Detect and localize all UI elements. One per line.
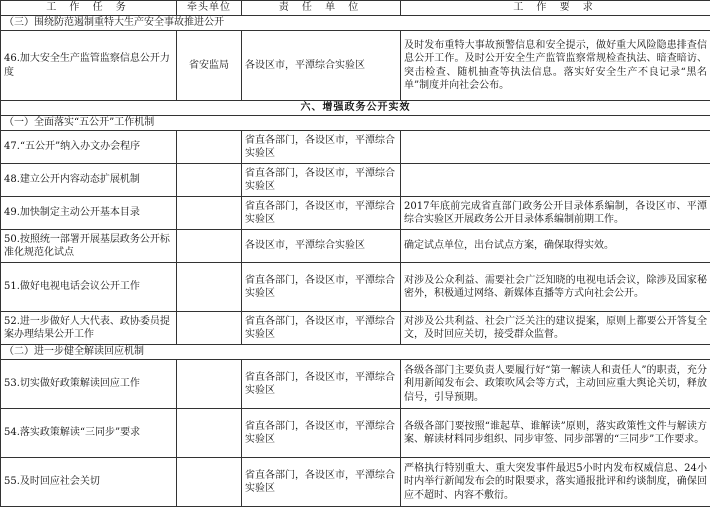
section-title: 六、增强政务公开实效 <box>1 101 710 116</box>
subsection-title: （二）进一步健全解读回应机制 <box>1 345 710 360</box>
lead-unit-cell <box>177 230 242 263</box>
lead-unit-cell <box>177 360 242 409</box>
requirement-cell: 严格执行特别重大、重大突发事件最迟5小时内发布权威信息、24小时内举行新闻发布会的时限要求，落实通报批评和约谈制度，确保回应不超时、内容不敷衍。 <box>401 458 710 507</box>
requirement-cell: 对涉及公众利益、需要社会广泛知晓的电视电话会议，除涉及国家秘密外，积极通过网络、新媒体直播等方式向社会公开。 <box>401 263 710 312</box>
lead-unit-cell <box>177 164 242 197</box>
task-cell: 50.按照统一部署开展基层政务公开标准化规范化试点 <box>1 230 177 263</box>
lead-unit-cell <box>177 197 242 230</box>
table-row <box>1 31 710 101</box>
lead-unit-cell <box>177 458 242 507</box>
header-task: 工 作 任 务 <box>1 1 177 16</box>
responsible-unit-cell: 省直各部门，各设区市，平潭综合实验区 <box>242 409 401 458</box>
task-cell: 52.进一步做好人大代表、政协委员提案办理结果公开工作 <box>1 312 177 345</box>
requirement-cell: 确定试点单位，出台试点方案，确保取得实效。 <box>401 230 710 263</box>
responsible-unit-cell: 省直各部门，各设区市，平潭综合实验区 <box>242 312 401 345</box>
table-row <box>1 312 710 345</box>
subsection-title: （三）围绕防范遏制重特大生产安全事故推进公开 <box>1 16 710 31</box>
task-cell: 47.“五公开”纳入办文办会程序 <box>1 131 177 164</box>
section-row <box>1 101 710 116</box>
subsection-title: （一）全面落实“五公开”工作机制 <box>1 116 710 131</box>
lead-unit-cell <box>177 263 242 312</box>
requirement-cell: 及时发布重特大事故预警信息和安全提示，做好重大风险隐患排查信息公开工作。及时公开安全生产监管监察常规检查执法、暗查暗访、突击检查、随机抽查等执法信息。落实好安全生产不良记录“黑名单”制度并向社会公布。 <box>401 31 710 101</box>
header-requirement: 工 作 要 求 <box>401 1 710 16</box>
lead-unit-cell <box>177 312 242 345</box>
task-cell: 48.建立公开内容动态扩展机制 <box>1 164 177 197</box>
table-row <box>1 360 710 409</box>
lead-unit-cell: 省安监局 <box>177 31 242 101</box>
table-row <box>1 263 710 312</box>
table-row <box>1 409 710 458</box>
subsection-row <box>1 345 710 360</box>
table-row <box>1 131 710 164</box>
table-row <box>1 197 710 230</box>
requirement-cell <box>401 131 710 164</box>
task-cell: 54.落实政策解读“三同步”要求 <box>1 409 177 458</box>
table-row <box>1 230 710 263</box>
task-cell: 55.及时回应社会关切 <box>1 458 177 507</box>
requirement-cell <box>401 164 710 197</box>
subsection-row <box>1 116 710 131</box>
header-responsible-unit: 责 任 单 位 <box>242 1 401 16</box>
responsible-unit-cell: 各设区市，平潭综合实验区 <box>242 230 401 263</box>
task-cell: 46.加大安全生产监管监察信息公开力度 <box>1 31 177 101</box>
requirement-cell: 各级各部门主要负责人要履行好“第一解读人和责任人”的职责，充分利用新闻发布会、政策吹风会等方式，主动回应重大舆论关切，释放信号，引导预期。 <box>401 360 710 409</box>
task-cell: 51.做好电视电话会议公开工作 <box>1 263 177 312</box>
responsible-unit-cell: 省直各部门，各设区市，平潭综合实验区 <box>242 263 401 312</box>
header-lead-unit: 牵头单位 <box>177 1 242 16</box>
header-row <box>1 1 710 16</box>
table-row <box>1 164 710 197</box>
subsection-row <box>1 16 710 31</box>
responsible-unit-cell: 省直各部门，各设区市，平潭综合实验区 <box>242 131 401 164</box>
requirement-cell: 2017年底前完成省直部门政务公开目录体系编制，各设区市、平潭综合实验区开展政务公开目录体系编制前期工作。 <box>401 197 710 230</box>
requirement-cell: 对涉及公共利益、社会广泛关注的建议提案，原则上都要公开答复全文，及时回应关切，接受群众监督。 <box>401 312 710 345</box>
responsible-unit-cell: 省直各部门，各设区市，平潭综合实验区 <box>242 197 401 230</box>
task-cell: 53.切实做好政策解读回应工作 <box>1 360 177 409</box>
table-row <box>1 458 710 507</box>
responsible-unit-cell: 省直各部门，各设区市，平潭综合实验区 <box>242 164 401 197</box>
task-cell: 49.加快制定主动公开基本目录 <box>1 197 177 230</box>
requirement-cell: 各级各部门要按照“谁起草、谁解读”原则，落实政策性文件与解读方案、解读材料同步组织、同步审签、同步部署的“三同步”工作要求。 <box>401 409 710 458</box>
responsible-unit-cell: 省直各部门，各设区市，平潭综合实验区 <box>242 458 401 507</box>
lead-unit-cell <box>177 409 242 458</box>
responsible-unit-cell: 省直各部门，各设区市，平潭综合实验区 <box>242 360 401 409</box>
responsible-unit-cell: 各设区市，平潭综合实验区 <box>242 31 401 101</box>
lead-unit-cell <box>177 131 242 164</box>
